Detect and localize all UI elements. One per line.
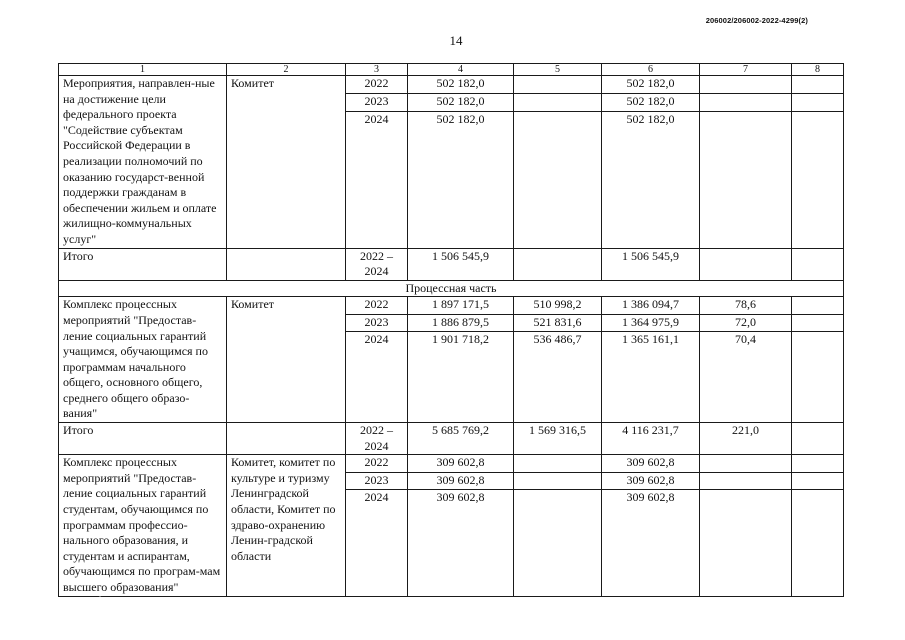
total-label: Итого xyxy=(59,248,227,280)
measure-name-cell: Комплекс процессных мероприятий "Предостав-ление социальных гарантий студентам, обучающимся по программам профессио-нального образования, и студентам и аспирантам, обучающимся по програм-мам высшего образования" xyxy=(59,455,227,596)
total-row xyxy=(59,423,844,455)
value-cell xyxy=(700,76,792,94)
value-cell: 1 365 161,1 xyxy=(602,331,700,422)
value-cell xyxy=(792,331,844,422)
value-cell: 502 182,0 xyxy=(408,76,514,94)
value-cell: 309 602,8 xyxy=(408,455,514,472)
value-cell xyxy=(514,76,602,94)
column-header: 3 xyxy=(346,64,408,76)
year-cell: 2023 xyxy=(346,314,408,331)
value-cell: 502 182,0 xyxy=(408,111,514,248)
year-cell: 2024 xyxy=(346,489,408,596)
year-cell: 2024 xyxy=(346,331,408,422)
value-cell: 502 182,0 xyxy=(602,111,700,248)
section-title: Процессная часть xyxy=(59,280,844,297)
value-cell: 502 182,0 xyxy=(408,94,514,112)
value-cell: 510 998,2 xyxy=(514,297,602,314)
value-cell: 5 685 769,2 xyxy=(408,423,514,455)
value-cell xyxy=(700,94,792,112)
value-cell xyxy=(514,111,602,248)
column-header: 8 xyxy=(792,64,844,76)
total-label: Итого xyxy=(59,423,227,455)
value-cell: 309 602,8 xyxy=(408,472,514,489)
executor-cell: Комитет, комитет по культуре и туризму Ленинградской области, Комитет по здраво-охранению Ленин-градской области xyxy=(227,455,346,596)
value-cell xyxy=(514,455,602,472)
value-cell: 72,0 xyxy=(700,314,792,331)
year-cell: 2022 xyxy=(346,76,408,94)
value-cell: 1 569 316,5 xyxy=(514,423,602,455)
value-cell: 1 364 975,9 xyxy=(602,314,700,331)
budget-table xyxy=(58,63,844,597)
scan-speck xyxy=(99,596,101,597)
column-header: 2 xyxy=(227,64,346,76)
value-cell xyxy=(514,248,602,280)
measure-name-cell: Мероприятия, направлен-ные на достижение цели федерального проекта "Содействие субъектам Российской Федерации в реализации полномочий по оказанию государст-венной поддержки гражданам в обеспечении жильем и оплате жилищно-коммунальных услуг" xyxy=(59,76,227,249)
value-cell: 1 386 094,7 xyxy=(602,297,700,314)
year-range-cell: 2022 – 2024 xyxy=(346,423,408,455)
year-cell: 2022 xyxy=(346,297,408,314)
value-cell xyxy=(792,76,844,94)
value-cell: 536 486,7 xyxy=(514,331,602,422)
column-header: 7 xyxy=(700,64,792,76)
document-number: 206002/206002-2022-4299(2) xyxy=(705,16,808,25)
value-cell: 309 602,8 xyxy=(602,455,700,472)
table-row xyxy=(59,455,844,472)
table-row xyxy=(59,76,844,94)
column-header: 5 xyxy=(514,64,602,76)
year-cell: 2024 xyxy=(346,111,408,248)
value-cell: 221,0 xyxy=(700,423,792,455)
value-cell xyxy=(792,489,844,596)
value-cell: 309 602,8 xyxy=(408,489,514,596)
value-cell: 70,4 xyxy=(700,331,792,422)
executor-cell: Комитет xyxy=(227,297,346,423)
year-range-cell: 2022 – 2024 xyxy=(346,248,408,280)
value-cell xyxy=(700,472,792,489)
executor-cell xyxy=(227,423,346,455)
value-cell xyxy=(792,111,844,248)
value-cell xyxy=(700,489,792,596)
section-row xyxy=(59,280,844,297)
executor-cell: Комитет xyxy=(227,76,346,249)
value-cell xyxy=(792,472,844,489)
value-cell: 1 506 545,9 xyxy=(602,248,700,280)
year-cell: 2022 xyxy=(346,455,408,472)
page-number: 14 xyxy=(449,33,463,48)
value-cell: 521 831,6 xyxy=(514,314,602,331)
value-cell xyxy=(792,423,844,455)
table-row xyxy=(59,297,844,314)
value-cell xyxy=(700,455,792,472)
total-row xyxy=(59,248,844,280)
value-cell xyxy=(514,489,602,596)
value-cell: 502 182,0 xyxy=(602,94,700,112)
value-cell xyxy=(792,297,844,314)
value-cell xyxy=(792,314,844,331)
column-header-row xyxy=(59,64,844,76)
column-header: 4 xyxy=(408,64,514,76)
value-cell xyxy=(514,472,602,489)
value-cell xyxy=(700,111,792,248)
year-cell: 2023 xyxy=(346,472,408,489)
value-cell xyxy=(792,248,844,280)
value-cell: 309 602,8 xyxy=(602,472,700,489)
value-cell xyxy=(792,94,844,112)
value-cell xyxy=(792,455,844,472)
value-cell: 502 182,0 xyxy=(602,76,700,94)
value-cell: 309 602,8 xyxy=(602,489,700,596)
executor-cell xyxy=(227,248,346,280)
value-cell: 1 886 879,5 xyxy=(408,314,514,331)
value-cell: 1 897 171,5 xyxy=(408,297,514,314)
value-cell xyxy=(514,94,602,112)
column-header: 6 xyxy=(602,64,700,76)
value-cell: 78,6 xyxy=(700,297,792,314)
column-header: 1 xyxy=(59,64,227,76)
value-cell: 1 901 718,2 xyxy=(408,331,514,422)
year-cell: 2023 xyxy=(346,94,408,112)
value-cell: 1 506 545,9 xyxy=(408,248,514,280)
value-cell: 4 116 231,7 xyxy=(602,423,700,455)
value-cell xyxy=(700,248,792,280)
measure-name-cell: Комплекс процессных мероприятий "Предостав-ление социальных гарантий учащимся, обучающимся по программам начального общего, основного общего, среднего общего образо-вания" xyxy=(59,297,227,423)
